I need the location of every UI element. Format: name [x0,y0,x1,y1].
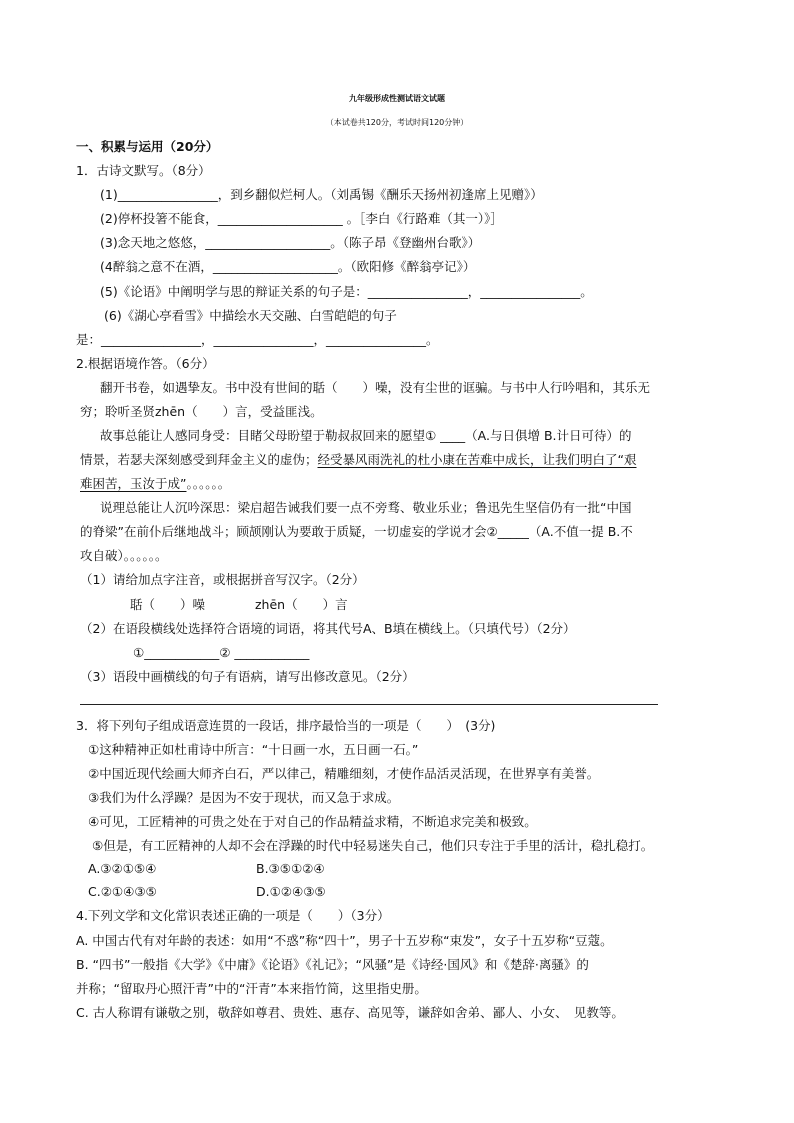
q2-paragraph-2-line-1: 故事总能让人感同身受：目睹父母盼望于勒叔叔回来的愿望① ____（A.与日俱增 B.计日可待）的 [100,428,632,443]
q2-sub-question-3: （3）语段中画横线的句子有语病，请写出修改意见。（2分） [80,669,415,684]
question-2-stem: 2.根据语境作答。（6分） [76,356,215,371]
question-4-stem: 4.下列文学和文化常识表述正确的一项是（ ）（3分） [76,908,390,923]
q2-paragraph-2-line-2 [80,452,637,468]
section-heading: 一、积累与运用（20分） [76,139,219,154]
q3-sentence-4: ④可见，工匠精神的可贵之处在于对自己的作品精益求精，不断追求完美和极致。 [88,814,537,829]
q1-item-6-continued: 是：________________，________________，________________。 [76,332,439,347]
q2-paragraph-3-line-3: 攻自破）。。。。。。 [80,548,168,563]
q2-paragraph-3-line-1: 说理总能让人沉吟深思：梁启超告诫我们要一点不旁骛、敬业乐业；鲁迅先生坚信仍有一批“中国 [100,500,632,515]
exam-subtitle: （本试卷共120分，考试时间120分钟） [325,118,469,127]
q3-option-d: D.①②④③⑤ [256,884,326,899]
q4-option-a: A. 中国古代有对年龄的表述：如用“不惑”称“四十”，男子十五岁称“束发”，女子十五岁称“豆蔻。 [76,933,613,948]
q3-sentence-1: ①这种精神正如杜甫诗中所言：“十日画一水，五日画一石。” [88,742,419,757]
q2-plain-text: 情景，若瑟夫深刻感受到拜金主义的虚伪； [80,452,318,467]
q4-option-c: C. 古人称谓有谦敬之别，敬辞如尊君、贵姓、惠存、高见等，谦辞如舍弟、鄙人、小女、 见教等。 [76,1005,624,1020]
q2-paragraph-1-line-2: 穷；聆听圣贤zhēn（ ）言，受益匪浅。 [80,404,323,419]
q1-item-5: (5)《论语》中阐明学与思的辩证关系的句子是：________________，________________。 [100,284,593,299]
q2-paragraph-1-line-1: 翻开书卷，如遇挚友。书中没有世间的聒（ ）噪，没有尘世的诓骗。与书中人行吟唱和，其乐无 [100,380,651,395]
q2-paragraph-3-line-2: 的脊梁”在前仆后继地战斗；顾颉刚认为要敢于质疑，一切虚妄的学说才会②_____（A.不值一提 B.不 [80,524,633,539]
q2-ellipsis: 。。。。。。 [186,476,231,491]
q2-underlined-sentence: 经受暴风雨洗礼的杜小康在苦难中成长，让我们明白了“艰 [317,452,637,467]
exam-title: 九年级形成性测试语文试题 [349,94,445,103]
q2-sub-question-2: （2）在语段横线处选择符合语境的词语，将其代号A、B填在横线上。（只填代号）（2分） [80,621,576,636]
q4-option-b-line-2: 并称；“留取丹心照汗青”中的“汗青”本来指竹简，这里指史册。 [76,981,427,996]
q3-sentence-3: ③我们为什么浮躁？是因为不安于现状，而又急于求成。 [88,790,400,805]
q2-sub-question-1-answer: 聒（ ）噪 zhēn（ ）言 [130,597,348,612]
q2-underlined-sentence-end: 难困苦，玉汝于成” [80,476,187,491]
q1-item-6: (6)《湖心亭看雪》中描绘水天交融、白雪皑皑的句子 [104,308,397,323]
q3-sentence-5: ⑤但是，有工匠精神的人却不会在浮躁的时代中轻易迷失自己，他们只专注于手里的活计，稳扎稳打。 [92,838,654,853]
q2-sub-question-2-answer: ①____________② ____________ [133,645,310,660]
q3-option-a: A.③②①⑤④ [88,861,157,876]
q1-item-4: (4醉翁之意不在酒，____________________。（欧阳修《醉翁亭记》） [100,259,476,274]
q1-item-3: (3)念天地之悠悠，____________________。（陈子昂《登幽州台歌》） [100,235,481,250]
question-1-stem: 1．古诗文默写。（8分） [76,163,211,178]
q1-item-1: (1)________________，到乡翻似烂柯人。（刘禹锡《酬乐天扬州初逢席上见赠》） [100,187,543,202]
q4-option-b-line-1: B. “四书”一般指《大学》《中庸》《论语》《礼记》；“风骚”是《诗经·国风》和《楚辞·离骚》的 [76,957,589,972]
question-3-stem: 3．将下列句子组成语意连贯的一段话，排序最恰当的一项是（ ） (3分) [76,718,496,733]
q2-sub-question-1: （1）请给加点字注音，或根据拼音写汉字。（2分） [80,572,365,587]
q3-sentence-2: ②中国近现代绘画大师齐白石，严以律己，精雕细刻，才使作品活灵活现，在世界享有美誉。 [88,766,600,781]
q3-option-c: C.②①④③⑤ [88,884,157,899]
answer-line [80,704,658,705]
q2-paragraph-2-line-3 [80,476,230,492]
q3-option-b: B.③⑤①②④ [256,861,325,876]
q1-item-2: (2)停杯投箸不能食，____________________ 。［李白《行路难（其一）》］ [100,211,503,226]
